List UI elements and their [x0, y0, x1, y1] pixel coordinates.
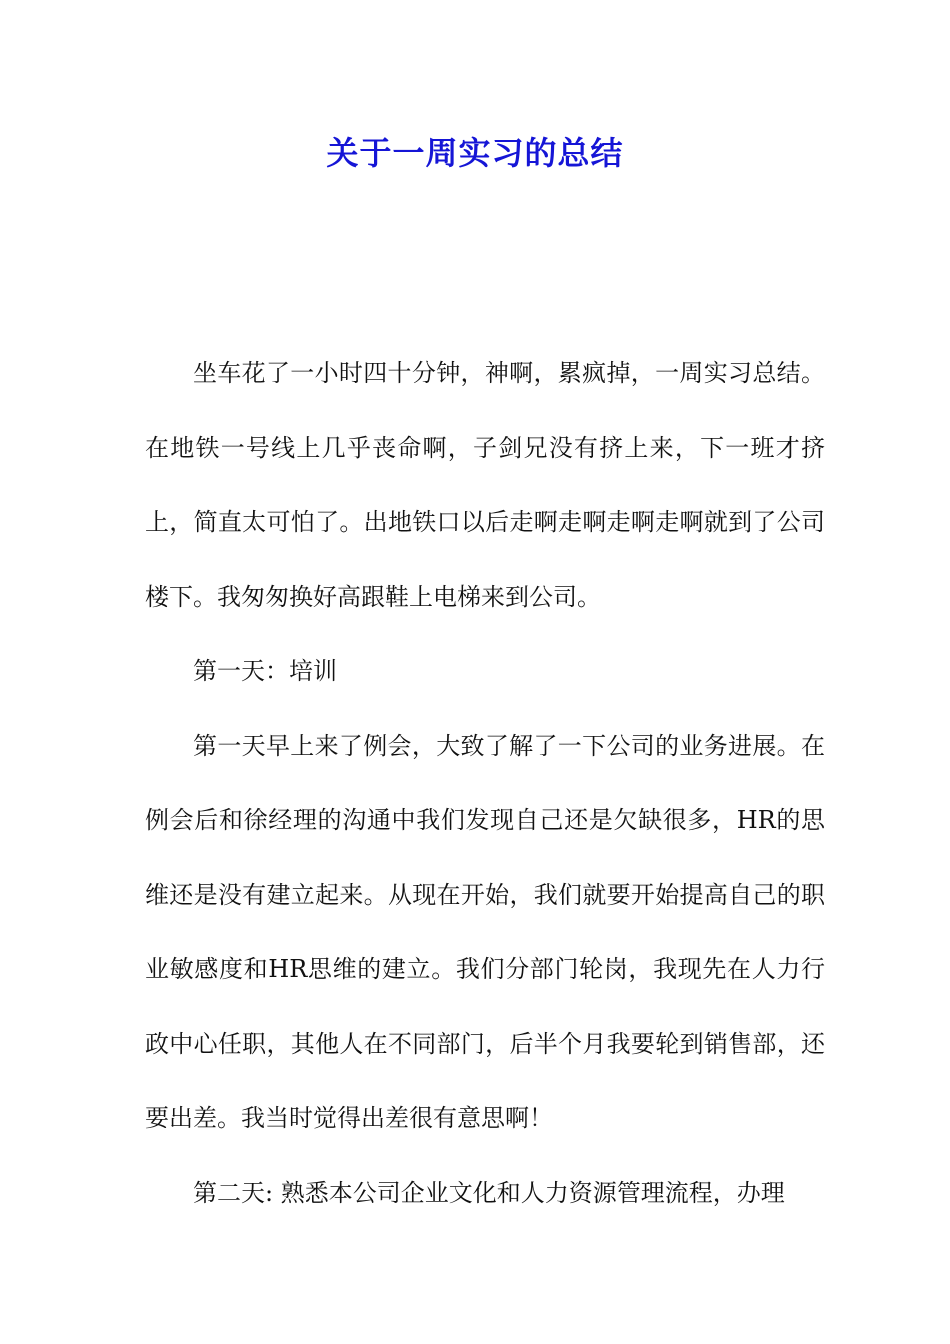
paragraph: 坐车花了一小时四十分钟，神啊，累疯掉，一周实习总结。在地铁一号线上几乎丧命啊，子剑兄没有挤上来，下一班才挤上，简直太可怕了。出地铁口以后走啊走啊走啊走啊就到了公司楼下。我匆匆换好高跟鞋上电梯来到公司。: [145, 359, 825, 611]
document-body: [145, 336, 825, 1230]
paragraph: 第一天：培训: [193, 657, 337, 685]
document-title: 关于一周实习的总结: [326, 134, 624, 172]
paragraph: 第二天: 熟悉本公司企业文化和人力资源管理流程，办理: [193, 1178, 785, 1207]
paragraph: 第一天早上来了例会，大致了解了一下公司的业务进展。在例会后和徐经理的沟通中我们发现自己还是欠缺很多，HR的思维还是没有建立起来。从现在开始，我们就要开始提高自己的职业敏感度和HR思维的建立。我们分部门轮岗，我现先在人力行政中心任职，其他人在不同部门，后半个月我要轮到销售部，还要出差。我当时觉得出差很有意思啊！: [145, 731, 825, 1132]
